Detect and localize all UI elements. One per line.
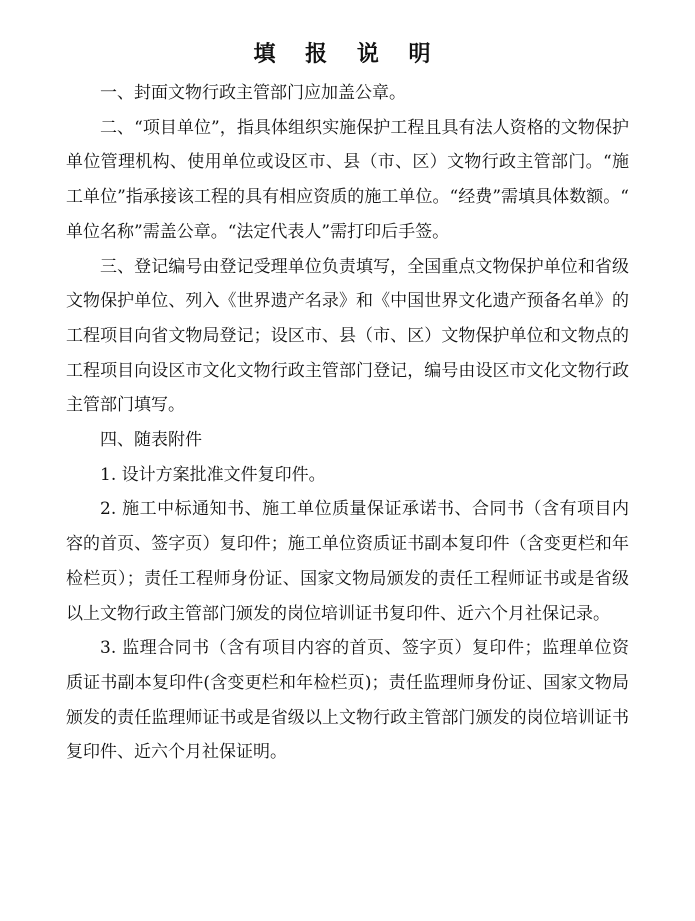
paragraph-item-6: 2. 施工中标通知书、施工单位质量保证承诺书、合同书（含有项目内容的首页、签字页）复印件；施工单位资质证书副本复印件（含变更栏和年检栏页）；责任工程师身份证、国家文物局颁发的责任工程师证书或是省级以上文物行政主管部门颁发的岗位培训证书复印件、近六个月社保记录。 — [66, 499, 629, 624]
paragraph-item-3: 三、登记编号由登记受理单位负责填写，全国重点文物保护单位和省级文物保护单位、列入《世界遗产名录》和《中国世界文化遗产预备名单》的工程项目向省文物局登记；设区市、县（市、区）文物保护单位和文物点的工程项目向设区市文化文物行政主管部门登记，编号由设区市文化文物行政主管部门填写。 — [66, 256, 629, 416]
paragraph-item-5: 1. 设计方案批准文件复印件。 — [100, 464, 326, 485]
paragraph-item-7: 3. 监理合同书（含有项目内容的首页、签字页）复印件；监理单位资质证书副本复印件(含变更栏和年检栏页)；责任监理师身份证、国家文物局颁发的责任监理师证书或是省级以上文物行政主管部门颁发的岗位培训证书复印件、近六个月社保证明。 — [66, 638, 629, 763]
paragraph-item-1: 一、封面文物行政主管部门应加盖公章。 — [100, 83, 406, 103]
paragraph-item-2: 二、“项目单位”，指具体组织实施保护工程且具有法人资格的文物保护单位管理机构、使用单位或设区市、县（市、区）文物行政主管部门。“施工单位”指承接该工程的具有相应资质的施工单位。“经费”需填具体数额。“单位名称”需盖公章。“法定代表人”需打印后手签。 — [66, 117, 629, 242]
page-title: 填 报 说 明 — [253, 41, 442, 67]
instructions-body — [66, 76, 629, 770]
paragraph-item-4: 四、随表附件 — [100, 430, 202, 451]
